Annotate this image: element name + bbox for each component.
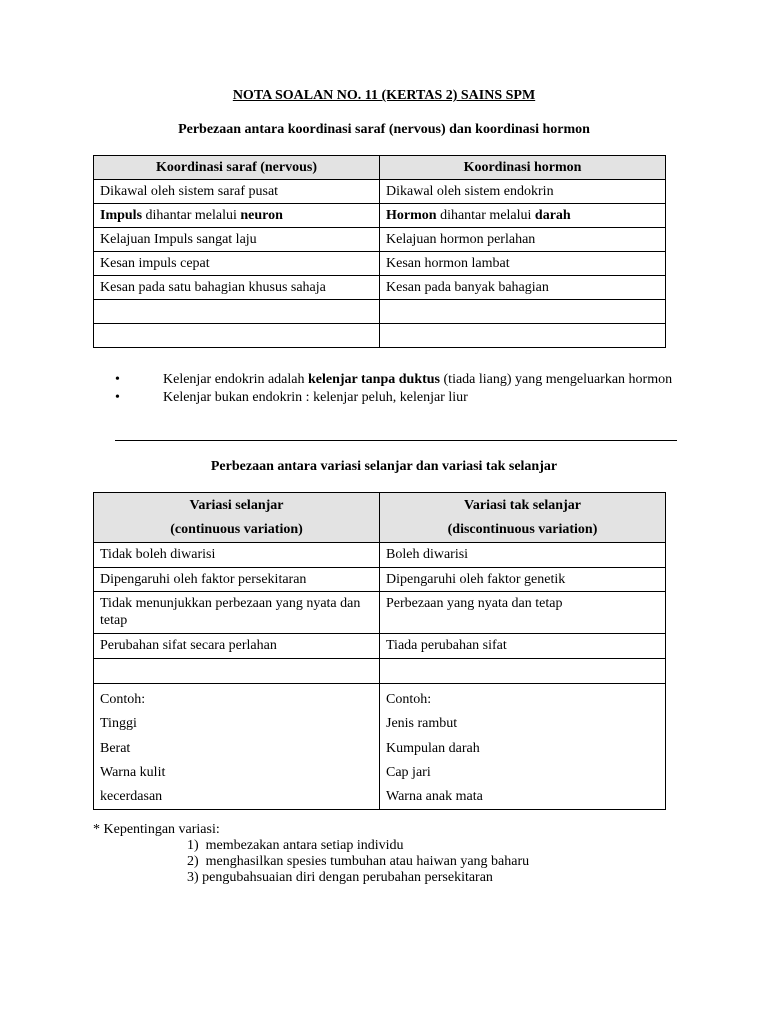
empty-cell <box>380 300 666 324</box>
example-item: Warna kulit <box>100 764 166 780</box>
table-row <box>94 543 666 568</box>
column-header: Koordinasi hormon <box>380 156 666 180</box>
table-row <box>94 592 666 634</box>
note-item: 2) menghasilkan spesies tumbuhan atau haiwan yang baharu <box>187 854 530 869</box>
bold-text: Impuls <box>100 208 143 223</box>
cell-text: dihantar melalui <box>142 208 241 223</box>
examples-cell <box>380 684 666 810</box>
table-cell: Dikawal oleh sistem endokrin <box>380 180 666 204</box>
note-item: 3) pengubahsuaian diri dengan perubahan persekitaran <box>187 870 493 885</box>
table-cell: Boleh diwarisi <box>380 543 666 568</box>
table-cell: Tiada perubahan sifat <box>380 634 666 659</box>
empty-row <box>94 300 666 324</box>
column-header: Variasi tak selanjar (discontinuous variation) <box>380 493 666 543</box>
note-item: 1) membezakan antara setiap individu <box>187 838 404 853</box>
bold-text: Hormon <box>386 208 437 223</box>
empty-cell <box>380 659 666 684</box>
bullet-list <box>115 371 685 406</box>
table-cell: Tidak boleh diwarisi <box>94 543 380 568</box>
example-item: Kumpulan darah <box>386 740 480 756</box>
table-cell <box>94 204 380 228</box>
notes-heading: * Kepentingan variasi: <box>93 822 220 837</box>
example-item: Tinggi <box>100 716 137 732</box>
example-item: Cap jari <box>386 764 431 780</box>
bullet-icon: • <box>115 372 120 387</box>
table-cell: Perbezaan yang nyata dan tetap <box>380 592 666 634</box>
page-title: NOTA SOALAN NO. 11 (KERTAS 2) SAINS SPM <box>232 88 536 103</box>
variation-table <box>93 492 666 810</box>
bullet-item <box>115 389 685 406</box>
cell-text: dihantar melalui <box>436 208 535 223</box>
table-cell: Kelajuan hormon perlahan <box>380 228 666 252</box>
table-row <box>94 634 666 659</box>
empty-cell <box>380 324 666 348</box>
table-cell: Kesan impuls cepat <box>94 252 380 276</box>
table-row <box>94 568 666 592</box>
table-row <box>94 204 666 228</box>
example-item: kecerdasan <box>100 789 163 805</box>
bullet-item <box>115 371 685 388</box>
bullet-text: Kelenjar endokrin adalah kelenjar tanpa duktus (tiada liang) yang mengeluarkan hormon <box>163 372 673 387</box>
table-cell: Dikawal oleh sistem saraf pusat <box>94 180 380 204</box>
table-header-row <box>94 493 666 543</box>
table-cell: Kesan pada satu bahagian khusus sahaja <box>94 276 380 300</box>
table-row <box>94 252 666 276</box>
table-cell <box>380 204 666 228</box>
table-row <box>94 276 666 300</box>
table-cell: Kelajuan Impuls sangat laju <box>94 228 380 252</box>
divider <box>115 440 677 441</box>
example-item: Contoh: <box>386 692 432 707</box>
column-header: Koordinasi saraf (nervous) <box>94 156 380 180</box>
nervous-hormone-table <box>93 155 666 348</box>
examples-row <box>94 684 666 810</box>
table-cell: Perubahan sifat secara perlahan <box>94 634 380 659</box>
empty-cell <box>94 324 380 348</box>
bullet-text: Kelenjar bukan endokrin : kelenjar peluh, kelenjar liur <box>163 390 468 405</box>
table-row <box>94 228 666 252</box>
examples-cell <box>94 684 380 810</box>
empty-row <box>94 659 666 684</box>
example-item: Berat <box>100 740 131 756</box>
example-item: Jenis rambut <box>386 716 458 732</box>
section1-heading: Perbezaan antara koordinasi saraf (nervous) dan koordinasi hormon <box>178 122 590 137</box>
table-cell: Kesan hormon lambat <box>380 252 666 276</box>
table-cell: Tidak menunjukkan perbezaan yang nyata dan tetap <box>94 592 380 634</box>
table-cell: Kesan pada banyak bahagian <box>380 276 666 300</box>
notes-section <box>93 822 529 886</box>
empty-cell <box>94 300 380 324</box>
bullet-icon: • <box>115 390 120 405</box>
bold-text: neuron <box>240 208 283 223</box>
bold-text: darah <box>534 208 571 223</box>
empty-cell <box>94 659 380 684</box>
table-row <box>94 180 666 204</box>
table-cell: Dipengaruhi oleh faktor genetik <box>380 568 666 592</box>
empty-row <box>94 324 666 348</box>
example-item: Warna anak mata <box>386 789 483 805</box>
column-header: Variasi selanjar (continuous variation) <box>94 493 380 543</box>
example-item: Contoh: <box>100 692 146 707</box>
table-header-row <box>94 156 666 180</box>
table-cell: Dipengaruhi oleh faktor persekitaran <box>94 568 380 592</box>
section2-heading: Perbezaan antara variasi selanjar dan variasi tak selanjar <box>210 459 558 474</box>
